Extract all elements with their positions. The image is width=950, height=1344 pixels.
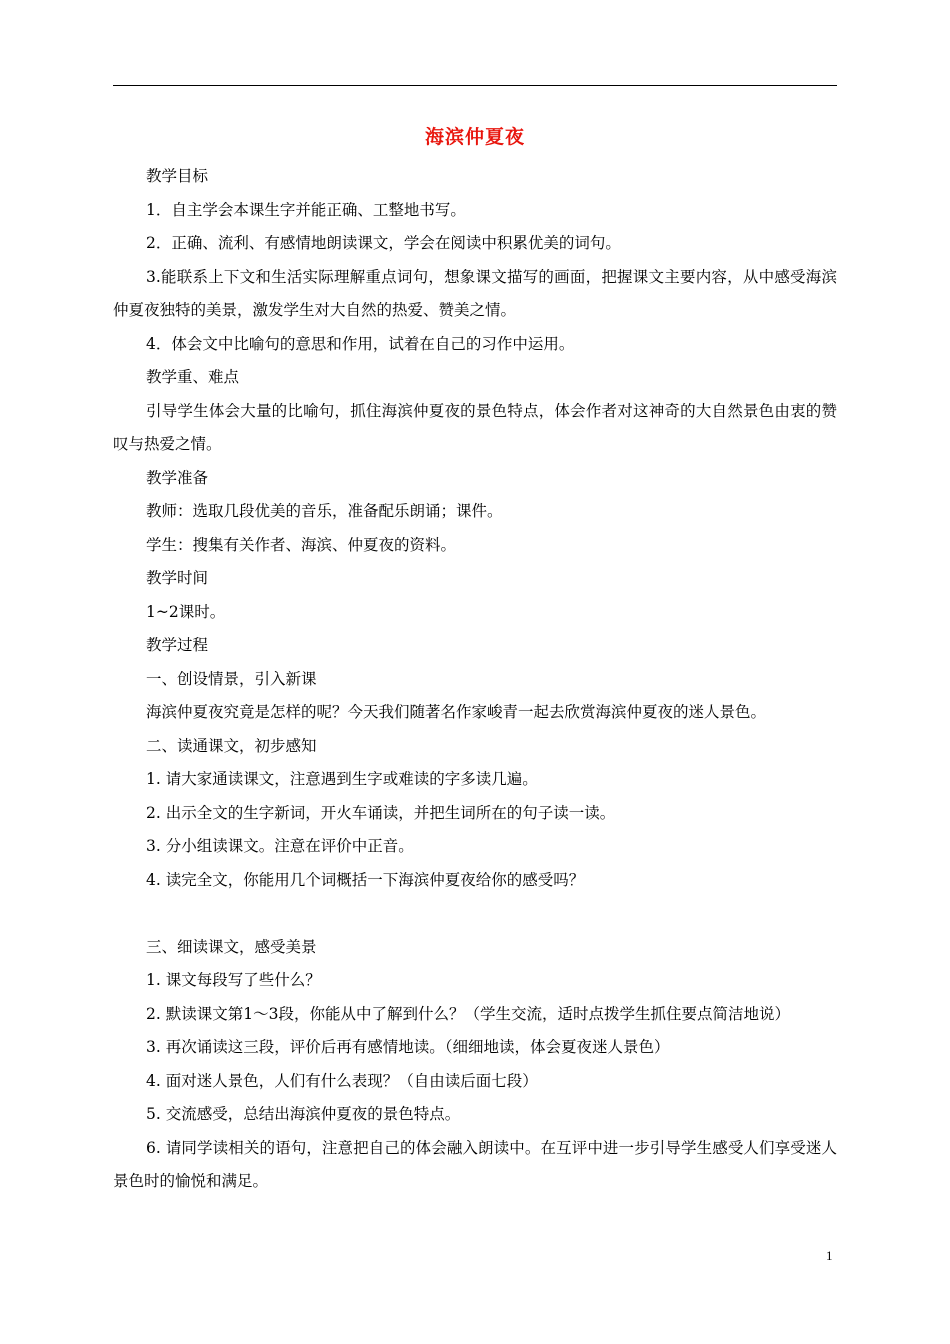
- step-2-item-2: 2. 出示全文的生字新词，开火车诵读，并把生词所在的句子读一读。: [146, 803, 616, 822]
- objective-item-2: 2．正确、流利、有感情地朗读课文，学会在阅读中积累优美的词句。: [146, 234, 621, 252]
- section-heading-key-points: 教学重、难点: [146, 368, 240, 386]
- section-heading-time: 教学时间: [146, 569, 209, 587]
- blank-line: [113, 897, 837, 931]
- document-body: [113, 160, 837, 1199]
- page-title: 海滨仲夏夜: [424, 126, 525, 148]
- step-3-item-4: 4. 面对迷人景色，人们有什么表现？（自由读后面七段）: [146, 1071, 538, 1090]
- step-3-item-1: 1. 课文每段写了些什么？: [146, 971, 321, 989]
- section-heading-objectives: 教学目标: [146, 167, 209, 185]
- header-rule: [113, 85, 837, 86]
- section-heading-preparation: 教学准备: [146, 468, 209, 487]
- step-3-item-5: 5. 交流感受，总结出海滨仲夏夜的景色特点。: [146, 1105, 461, 1123]
- step-3-item-6: 6. 请同学读相关的语句，注意把自己的体会融入朗读中。在互评中进一步引导学生感受人们享受迷人景色时的愉悦和满足。: [113, 1138, 837, 1190]
- step-3-item-2: 2. 默读课文第1～3段，你能从中了解到什么？（学生交流，适时点拨学生抓住要点简洁地说）: [146, 1004, 790, 1023]
- key-points-text: 引导学生体会大量的比喻句，抓住海滨仲夏夜的景色特点，体会作者对这神奇的大自然景色由衷的赞叹与热爱之情。: [113, 401, 837, 453]
- step-2-heading: 二、读通课文，初步感知: [146, 736, 317, 755]
- step-3-heading: 三、细读课文，感受美景: [146, 937, 317, 956]
- objective-item-1: 1．自主学会本课生字并能正确、工整地书写。: [146, 200, 466, 219]
- preparation-teacher: 教师：选取几段优美的音乐，准备配乐朗诵；课件。: [146, 502, 503, 520]
- step-1-heading: 一、创设情景，引入新课: [146, 669, 317, 688]
- page-number: 1: [826, 1248, 833, 1263]
- step-2-item-4: 4. 读完全文，你能用几个词概括一下海滨仲夏夜给你的感受吗？: [146, 870, 585, 889]
- objective-item-4: 4．体会文中比喻句的意思和作用，试着在自己的习作中运用。: [146, 334, 575, 353]
- objective-item-3: 3.能联系上下文和生活实际理解重点词句，想象课文描写的画面，把握课文主要内容，从中感受海滨仲夏夜独特的美景，激发学生对大自然的热爱、赞美之情。: [113, 267, 837, 319]
- section-heading-process: 教学过程: [146, 636, 209, 654]
- time-text: 1~2课时。: [146, 602, 226, 621]
- step-3-item-3: 3. 再次诵读这三段，评价后再有感情地读。（细细地读，体会夏夜迷人景色）: [146, 1038, 670, 1056]
- step-1-text: 海滨仲夏夜究竟是怎样的呢？今天我们随著名作家峻青一起去欣赏海滨仲夏夜的迷人景色。: [146, 703, 767, 721]
- step-2-item-1: 1. 请大家通读课文，注意遇到生字或难读的字多读几遍。: [146, 770, 538, 788]
- step-2-item-3: 3. 分小组读课文。注意在评价中正音。: [146, 837, 414, 855]
- preparation-student: 学生：搜集有关作者、海滨、仲夏夜的资料。: [146, 535, 457, 554]
